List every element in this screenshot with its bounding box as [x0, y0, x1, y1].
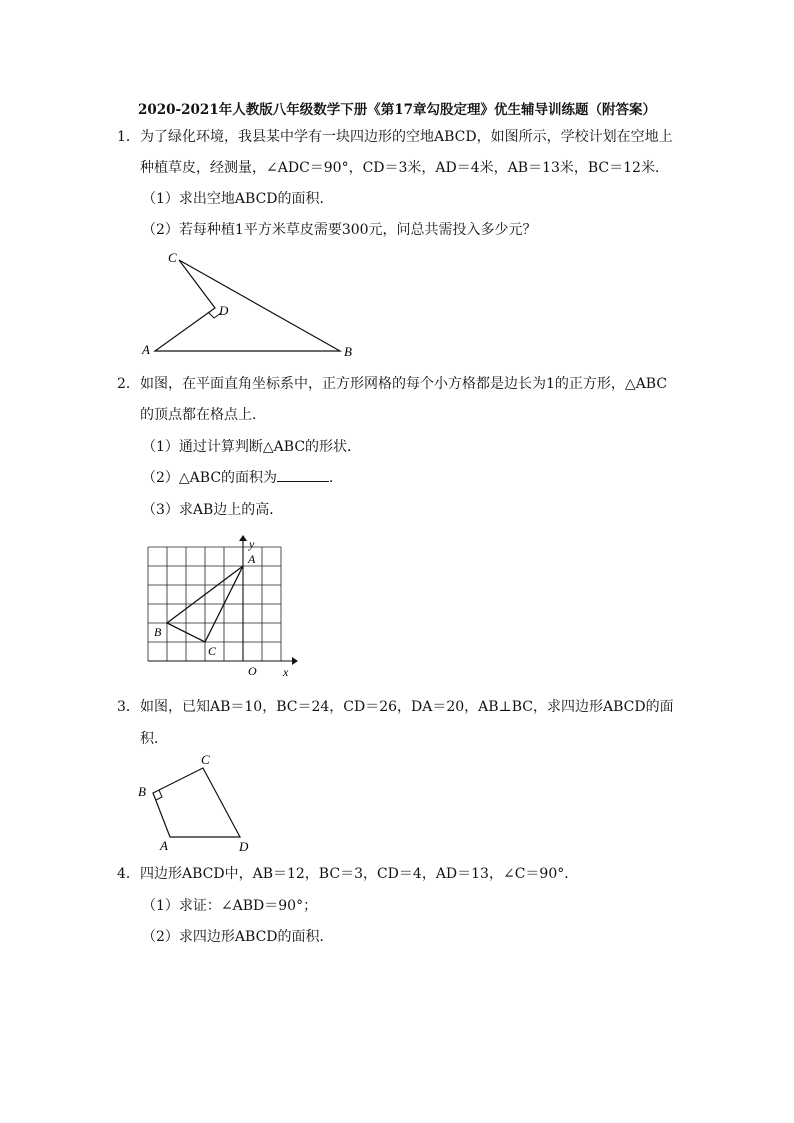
- vertex-label-d: D: [219, 303, 229, 318]
- sub-question-text: ．: [329, 470, 344, 486]
- vertex-label-c: C: [208, 644, 217, 658]
- vertex-label-a: A: [248, 552, 256, 566]
- vertex-label-c: C: [168, 250, 177, 265]
- y-axis-arrow: [239, 535, 247, 541]
- question-number: 4．: [117, 866, 140, 882]
- vertex-label-a: A: [142, 342, 150, 357]
- vertex-label-b: B: [154, 625, 162, 639]
- figure-quadrilateral-1: [130, 245, 370, 365]
- vertex-label-b: B: [138, 784, 146, 799]
- question-text: 种植草皮，经测量，∠ADC＝90°，CD＝3米，AD＝4米，AB＝13米，BC＝12米．: [140, 160, 669, 176]
- question-text: 如图，在平面直角坐标系中，正方形网格的每个小方格都是边长为1的正方形，△ABC: [140, 376, 668, 392]
- vertex-label-b: B: [344, 344, 352, 359]
- question-text: 积．: [140, 731, 168, 747]
- quadrilateral-outline: [155, 260, 340, 351]
- answer-blank: [277, 467, 329, 482]
- x-axis-arrow: [292, 657, 298, 665]
- quadrilateral-outline: [153, 768, 240, 837]
- question-text: 的顶点都在格点上．: [140, 407, 266, 423]
- question-number: 1．: [117, 129, 140, 145]
- sub-question: （2）求四边形ABCD的面积．: [142, 929, 334, 945]
- origin-label: O: [248, 664, 257, 678]
- sub-question: （3）求AB边上的高．: [142, 502, 284, 518]
- question-number: 3．: [117, 699, 140, 715]
- figure-coordinate-grid: [140, 535, 300, 680]
- sub-question-text: （2）△ABC的面积为: [142, 470, 278, 486]
- question-text: 四边形ABCD中，AB＝12，BC＝3，CD＝4，AD＝13，∠C＝90°．: [140, 866, 579, 882]
- axis-label-y: y: [249, 537, 255, 551]
- sub-question: （1）求出空地ABCD的面积．: [142, 191, 334, 207]
- question-number: 2．: [117, 376, 140, 392]
- sub-question: （1）通过计算判断△ABC的形状．: [142, 439, 362, 455]
- document-title: 2020-2021年人教版八年级数学下册《第17章勾股定理》优生辅导训练题（附答案）: [137, 102, 657, 118]
- sub-question: [142, 467, 343, 487]
- axis-label-x: x: [283, 665, 289, 679]
- vertex-label-a: A: [160, 838, 168, 853]
- question-text: 为了绿化环境，我县某中学有一块四边形的空地ABCD，如图所示，学校计划在空地上: [140, 129, 673, 145]
- question-text: 如图，已知AB＝10，BC＝24，CD＝26，DA＝20，AB⊥BC，求四边形ABCD的面: [140, 699, 674, 715]
- sub-question: （1）求证：∠ABD＝90°；: [142, 898, 318, 914]
- vertex-label-d: D: [239, 839, 249, 854]
- vertex-label-c: C: [201, 752, 210, 767]
- figure-quadrilateral-3: [130, 750, 265, 855]
- sub-question: （2）若每种植1平方米草皮需要300元，问总共需投入多少元？: [142, 222, 537, 238]
